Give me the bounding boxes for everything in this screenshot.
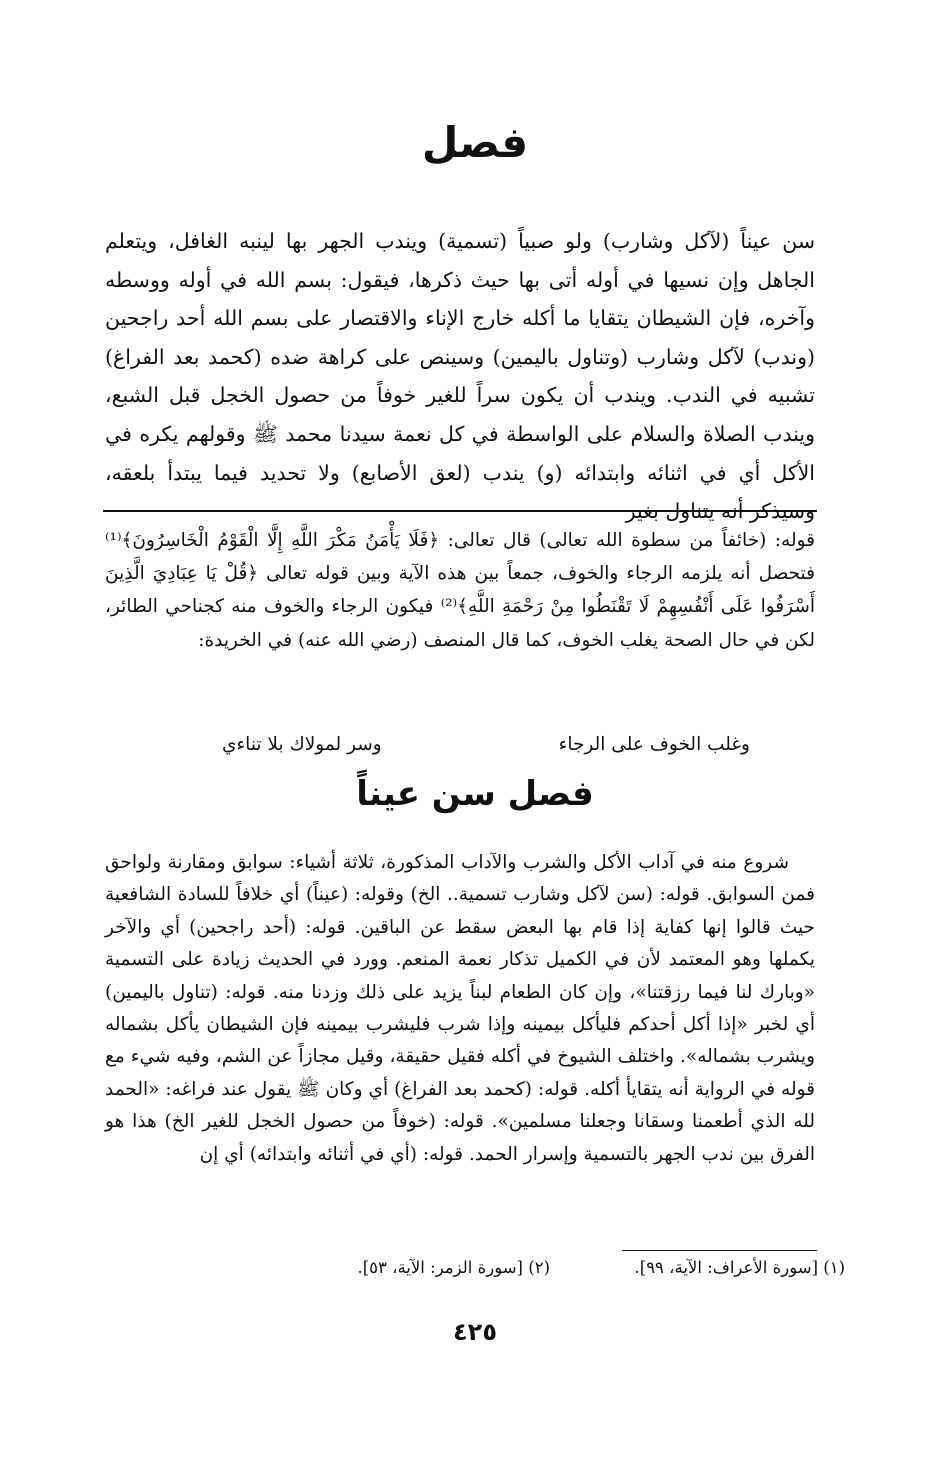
main-text: سن عيناً (لآكل وشارب) ولو صبياً (تسمية) ويندب الجهر بها لينبه الغافل، ويتعلم الجاهل وإن نسيها في أوله أتى بها حيث ذكرها، فيقول: بسم الله في أوله ووسطه وآخره، فإن الشيطان يتقايا ما أكله خارج الإناء والاقتصار على بسم الله أحد راجحين (وندب) لآكل وشارب (وتناول باليمين) وسينص على كراهة ضده (كحمد بعد الفراغ) تشبيه في الندب. ويندب أن يكون سراً للغير خوفاً من حصول الخجل قبل الشبع، ويندب الصلاة والسلام على الواسطة في كل نعمة سيدنا محمد ﷺ وقولهم يكره في الأكل أي في اثنائه وابتدائه (و) يندب (لعق الأصابع) ولا تحديد فيما يبتدأ بلعقه، وسيذكر أنه يتناول بغير bbox=[105, 229, 815, 524]
footnote-1: (١) [سورة الأعراف: الآية، ٩٩]. bbox=[634, 1258, 845, 1277]
explanation-text bbox=[105, 847, 815, 1171]
page-number: ٤٢٥ bbox=[453, 1318, 497, 1346]
chapter-heading: فصل bbox=[421, 118, 529, 167]
verse-second-hemistich: وسر لمولاك بلا تناءي bbox=[222, 734, 382, 755]
verse-first-hemistich: وغلب الخوف على الرجاء bbox=[558, 734, 750, 755]
footnote-divider bbox=[622, 1250, 817, 1251]
divider-line bbox=[103, 510, 817, 512]
explanation-paragraph: شروع منه في آداب الأكل والشرب والآداب المذكورة، ثلاثة أشياء: سوابق ومقارنة ولواحق فمن السوابق. قوله: (سن لآكل وشارب تسمية.. الخ) وقوله: (عيناً) أي خلافاً للسادة الشافعية حيث قالوا إنها كفاية إذا قام بها البعض سقط عن الباقين. قوله: (أحد راجحين) أي والآخر يكملها وهو المعتمد لأن في الكميل تذكار نعمة المنعم. وورد في الحديث زيادة على التسمية «وبارك لنا فيما رزقتنا»، وإن كان الطعام لبناً يزيد على ذلك وزدنا منه. قوله: (تناول باليمين) أي لخبر «إذا أكل أحدكم فليأكل بيمينه وإذا شرب فليشرب بيمينه فإن الشيطان يأكل بشماله ويشرب بشماله». واختلف الشيوخ في أكله فقيل حقيقة، وقيل مجازاً عن الشم، وفيه شيء مع قوله في الرواية أنه يتقايأ أكله. قوله: (كحمد بعد الفراغ) أي وكان ﷺ يقول عند فراغه: «الحمد لله الذي أطعمنا وسقانا وجعلنا مسلمين». قوله: (خوفاً من حصول الخجل للغير الخ) هذا هو الفرق بين ندب الجهر بالتسمية وإسرار الحمد. قوله: (أي في أثنائه وابتدائه) أي إن bbox=[105, 852, 815, 1165]
footnote-2: (٢) [سورة الزمر: الآية، ٥٣]. bbox=[357, 1258, 550, 1277]
commentary-text: قوله: (خائفاً من سطوة الله تعالى) قال تعالى: ﴿فَلَا يَأْمَنُ مَكْرَ اللَّهِ إِلَّا الْقَوْمُ الْخَاسِرُونَ﴾⁽¹⁾ فتحصل أنه يلزمه الرجاء والخوف، جمعاً بين هذه الآية وبين قوله تعالى ﴿قُلْ يَا عِبَادِيَ الَّذِينَ أَسْرَفُوا عَلَى أَنْفُسِهِمْ لَا تَقْنَطُوا مِنْ رَحْمَةِ اللَّهِ﴾⁽²⁾ فيكون الرجاء والخوف منه كجناحي الطائر، لكن في حال الصحة يغلب الخوف، كما قال المنصف (رضي الله عنه) في الخريدة: bbox=[105, 530, 815, 651]
section-subheading: فصل سن عيناً bbox=[356, 774, 594, 814]
